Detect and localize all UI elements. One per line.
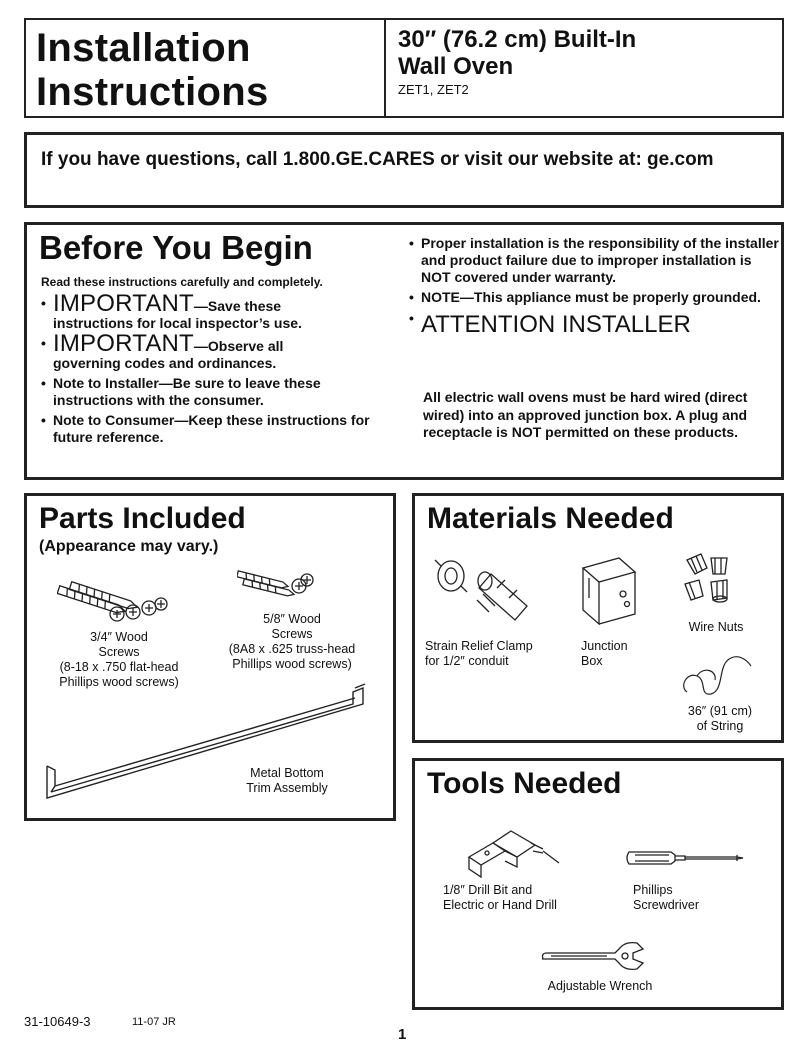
caption-line: Junction [581, 639, 628, 653]
product-title [398, 26, 636, 80]
parts-title: Parts Included [39, 502, 246, 535]
product-title-line-2: Wall Oven [398, 53, 514, 80]
important-rest: governing codes and ordinances. [53, 355, 277, 371]
caption-line: Phillips wood screws) [232, 657, 352, 671]
junction-box-caption [581, 639, 651, 669]
before-right-list [409, 235, 779, 343]
before-intro: Read these instructions carefully and completely. [41, 275, 323, 289]
important-label: IMPORTANT [53, 290, 194, 317]
document-number: 31-10649-3 [24, 1014, 91, 1029]
drill-icon [459, 823, 569, 883]
attention-title: ATTENTION INSTALLER [421, 311, 691, 338]
caption-line: Phillips wood screws) [59, 675, 179, 689]
important-save-item [41, 290, 391, 332]
screw-58-caption [217, 612, 367, 672]
screwdriver-caption [633, 883, 733, 913]
caption-line: Screws [98, 645, 140, 659]
important-tail: —Save these [193, 298, 282, 314]
title-line-1: Installation [36, 26, 251, 70]
caption-line: Screwdriver [633, 898, 699, 912]
wire-nuts-caption: Wire Nuts [688, 620, 744, 634]
flat-head-screws-icon [57, 578, 169, 626]
caption-line: (8A8 x .625 truss-head [228, 642, 356, 656]
adjustable-wrench-icon [539, 939, 655, 973]
caption-line: Screws [271, 627, 313, 641]
parts-subtitle: (Appearance may vary.) [39, 538, 219, 555]
caption-line: (8-18 x .750 flat-head [59, 660, 179, 674]
strain-relief-clamp-icon [431, 554, 541, 634]
caption-line: 3/4″ Wood [90, 630, 148, 644]
product-title-line-1: 30″ (76.2 cm) Built-In [398, 26, 637, 53]
model-numbers: ZET1, ZET2 [398, 82, 469, 97]
important-label: IMPORTANT [53, 330, 194, 357]
caption-line: Metal Bottom [250, 766, 324, 780]
drill-caption [443, 883, 593, 913]
proper-installation-note: • Proper installation is the responsibility of the installer and product failure due to improper installation is NOT covered under warranty. [409, 235, 779, 286]
caption-line: Box [581, 654, 603, 668]
string-icon [677, 646, 757, 702]
grounding-note: • NOTE—This appliance must be properly grounded. [409, 289, 779, 306]
document-date: 11-07 JR [132, 1016, 176, 1028]
questions-banner [24, 132, 784, 208]
before-you-begin-section [24, 222, 784, 480]
phillips-screwdriver-icon [625, 847, 751, 869]
caption-line: Trim Assembly [246, 781, 328, 795]
caption-line: 1/8″ Drill Bit and [443, 883, 533, 897]
important-tail: —Observe all [193, 338, 284, 354]
note-to-installer: • Note to Installer—Be sure to leave these instructions with the consumer. [41, 375, 391, 409]
before-left-list [41, 290, 391, 449]
title-block [24, 18, 784, 118]
tools-title: Tools Needed [427, 767, 622, 800]
page-number: 1 [398, 1026, 407, 1043]
caption-line: Phillips [633, 883, 673, 897]
title-left-panel [26, 20, 386, 116]
caption-line: of String [696, 719, 744, 733]
tools-needed-section [412, 758, 784, 1010]
parts-included-section [24, 493, 396, 821]
caption-line: Electric or Hand Drill [443, 898, 557, 912]
clamp-caption [425, 639, 555, 669]
document-title [36, 26, 269, 114]
materials-title: Materials Needed [427, 502, 674, 535]
title-line-2: Instructions [36, 70, 269, 114]
attention-text: All electric wall ovens must be hard wired (direct wired) into an approved junction box. A plug and receptacle is NOT permitted on these products. [423, 389, 748, 440]
wire-nuts-icon [681, 550, 741, 610]
important-rest: instructions for local inspector’s use. [53, 315, 302, 331]
questions-text: If you have questions, call 1.800.GE.CARES or visit our website at: ge.com [41, 149, 714, 170]
truss-head-screws-icon [237, 566, 317, 600]
junction-box-icon [579, 554, 639, 630]
caption-line: 36″ (91 cm) [687, 704, 753, 718]
materials-needed-section [412, 493, 784, 743]
caption-line: Strain Relief Clamp [425, 639, 533, 653]
trim-caption [227, 766, 347, 796]
caption-line: 5/8″ Wood [263, 612, 321, 626]
note-to-consumer: • Note to Consumer—Keep these instructions for future reference. [41, 412, 391, 446]
important-observe-item [41, 330, 391, 372]
caption-line: for 1/2″ conduit [425, 654, 509, 668]
string-caption [665, 704, 775, 734]
product-info [398, 26, 636, 97]
before-title: Before You Begin [39, 229, 313, 266]
screw-34-caption [49, 630, 189, 690]
wrench-caption: Adjustable Wrench [547, 979, 653, 993]
attention-item [409, 310, 779, 340]
